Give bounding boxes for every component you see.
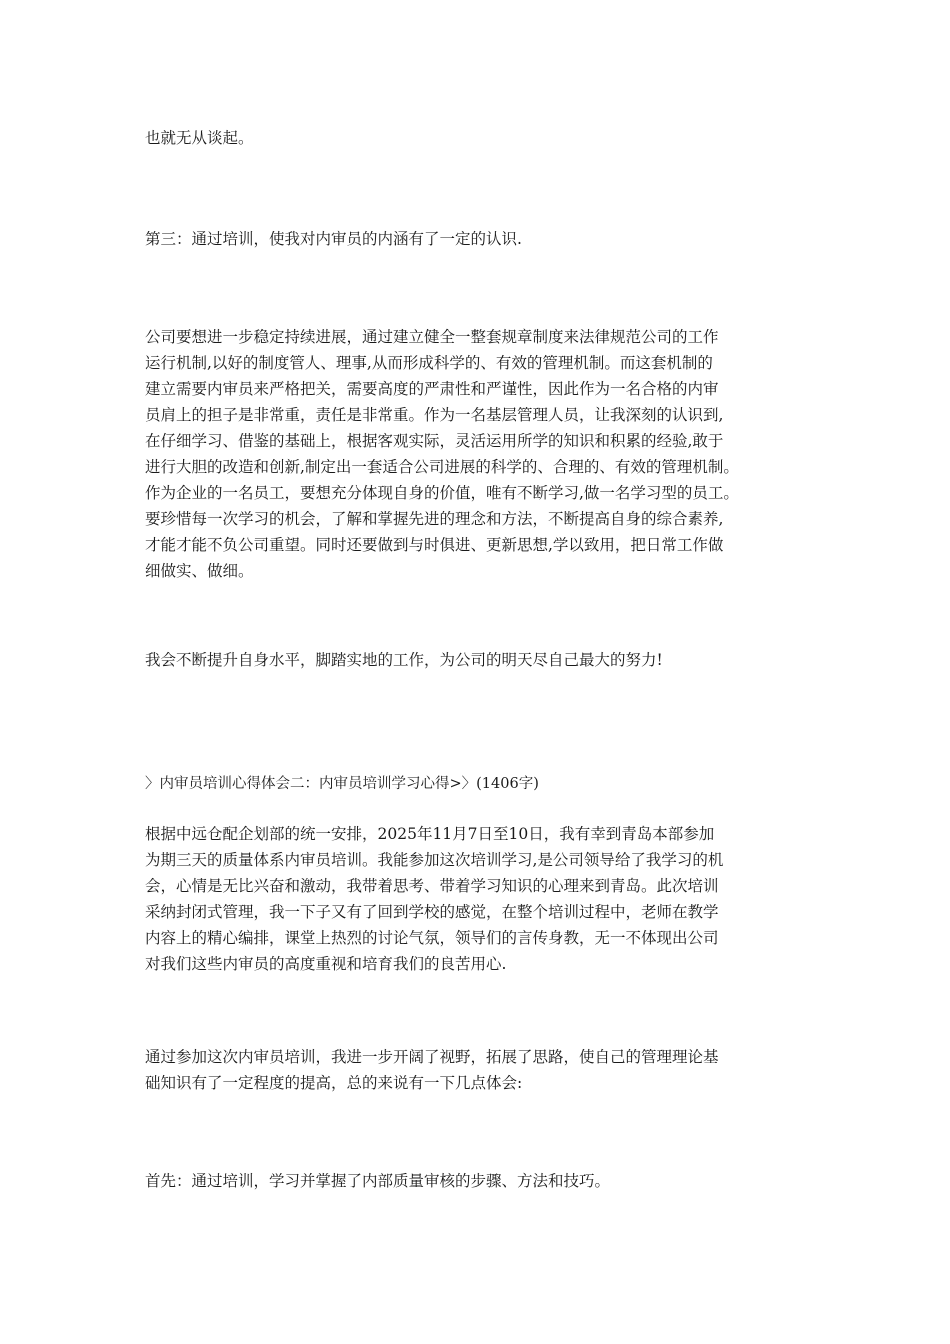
paragraph-first-point: 首先：通过培训，学习并掌握了内部质量审核的步骤、方法和技巧。	[145, 1172, 611, 1190]
text-line: 对我们这些内审员的高度重视和培育我们的良苦用心.	[145, 955, 507, 973]
section-heading-article-two: 〉内审员培训心得体会二：内审员培训学习心得>〉(1406字)	[145, 776, 539, 792]
text-line: 根据中远仓配企划部的统一安排，2025年11月7日至10日，我有幸到青岛本部参加	[145, 825, 715, 843]
text-line: 进行大胆的改造和创新,制定出一套适合公司进展的科学的、合理的、有效的管理机制。	[145, 458, 739, 476]
paragraph-company-mechanism	[145, 324, 739, 584]
text-line: 运行机制,以好的制度管人、理事,从而形成科学的、有效的管理机制。而这套机制的	[145, 354, 713, 372]
paragraph-commitment: 我会不断提升自身水平，脚踏实地的工作，为公司的明天尽自己最大的努力!	[145, 651, 663, 669]
paragraph-training-arrangement	[145, 821, 723, 977]
text-line: 通过参加这次内审员培训，我进一步开阔了视野，拓展了思路，使自己的管理理论基	[145, 1048, 719, 1066]
text-line: 要珍惜每一次学习的机会，了解和掌握先进的理念和方法，不断提高自身的综合素养,	[145, 510, 724, 528]
text-line: 采纳封闭式管理，我一下子又有了回到学校的感觉，在整个培训过程中，老师在教学	[145, 903, 719, 921]
text-line: 在仔细学习、借鉴的基础上，根据客观实际，灵活运用所学的知识和积累的经验,敢于	[145, 432, 724, 450]
text-line: 才能才能不负公司重望。同时还要做到与时俱进、更新思想,学以致用，把日常工作做	[145, 536, 724, 554]
paragraph-point-three: 第三：通过培训，使我对内审员的内涵有了一定的认识.	[145, 230, 522, 248]
text-line: 公司要想进一步稳定持续进展，通过建立健全一整套规章制度来法律规范公司的工作	[145, 328, 719, 346]
text-line: 细做实、做细。	[145, 562, 254, 580]
text-line: 员肩上的担子是非常重，责任是非常重。作为一名基层管理人员，让我深刻的认识到,	[145, 406, 724, 424]
text-line: 为期三天的质量体系内审员培训。我能参加这次培训学习,是公司领导给了我学习的机	[145, 851, 724, 869]
text-line: 础知识有了一定程度的提高，总的来说有一下几点体会:	[145, 1074, 523, 1092]
text-line: 内容上的精心编排，课堂上热烈的讨论气氛，领导们的言传身教，无一不体现出公司	[145, 929, 719, 947]
text-line: 作为企业的一名员工，要想充分体现自身的价值，唯有不断学习,做一名学习型的员工。	[145, 484, 739, 502]
text-line: 会，心情是无比兴奋和激动，我带着思考、带着学习知识的心理来到青岛。此次培训	[145, 877, 719, 895]
paragraph-training-benefits	[145, 1044, 719, 1096]
paragraph-conclusion-fragment: 也就无从谈起。	[145, 129, 254, 147]
text-line: 建立需要内审员来严格把关，需要高度的严肃性和严谨性，因此作为一名合格的内审	[145, 380, 719, 398]
